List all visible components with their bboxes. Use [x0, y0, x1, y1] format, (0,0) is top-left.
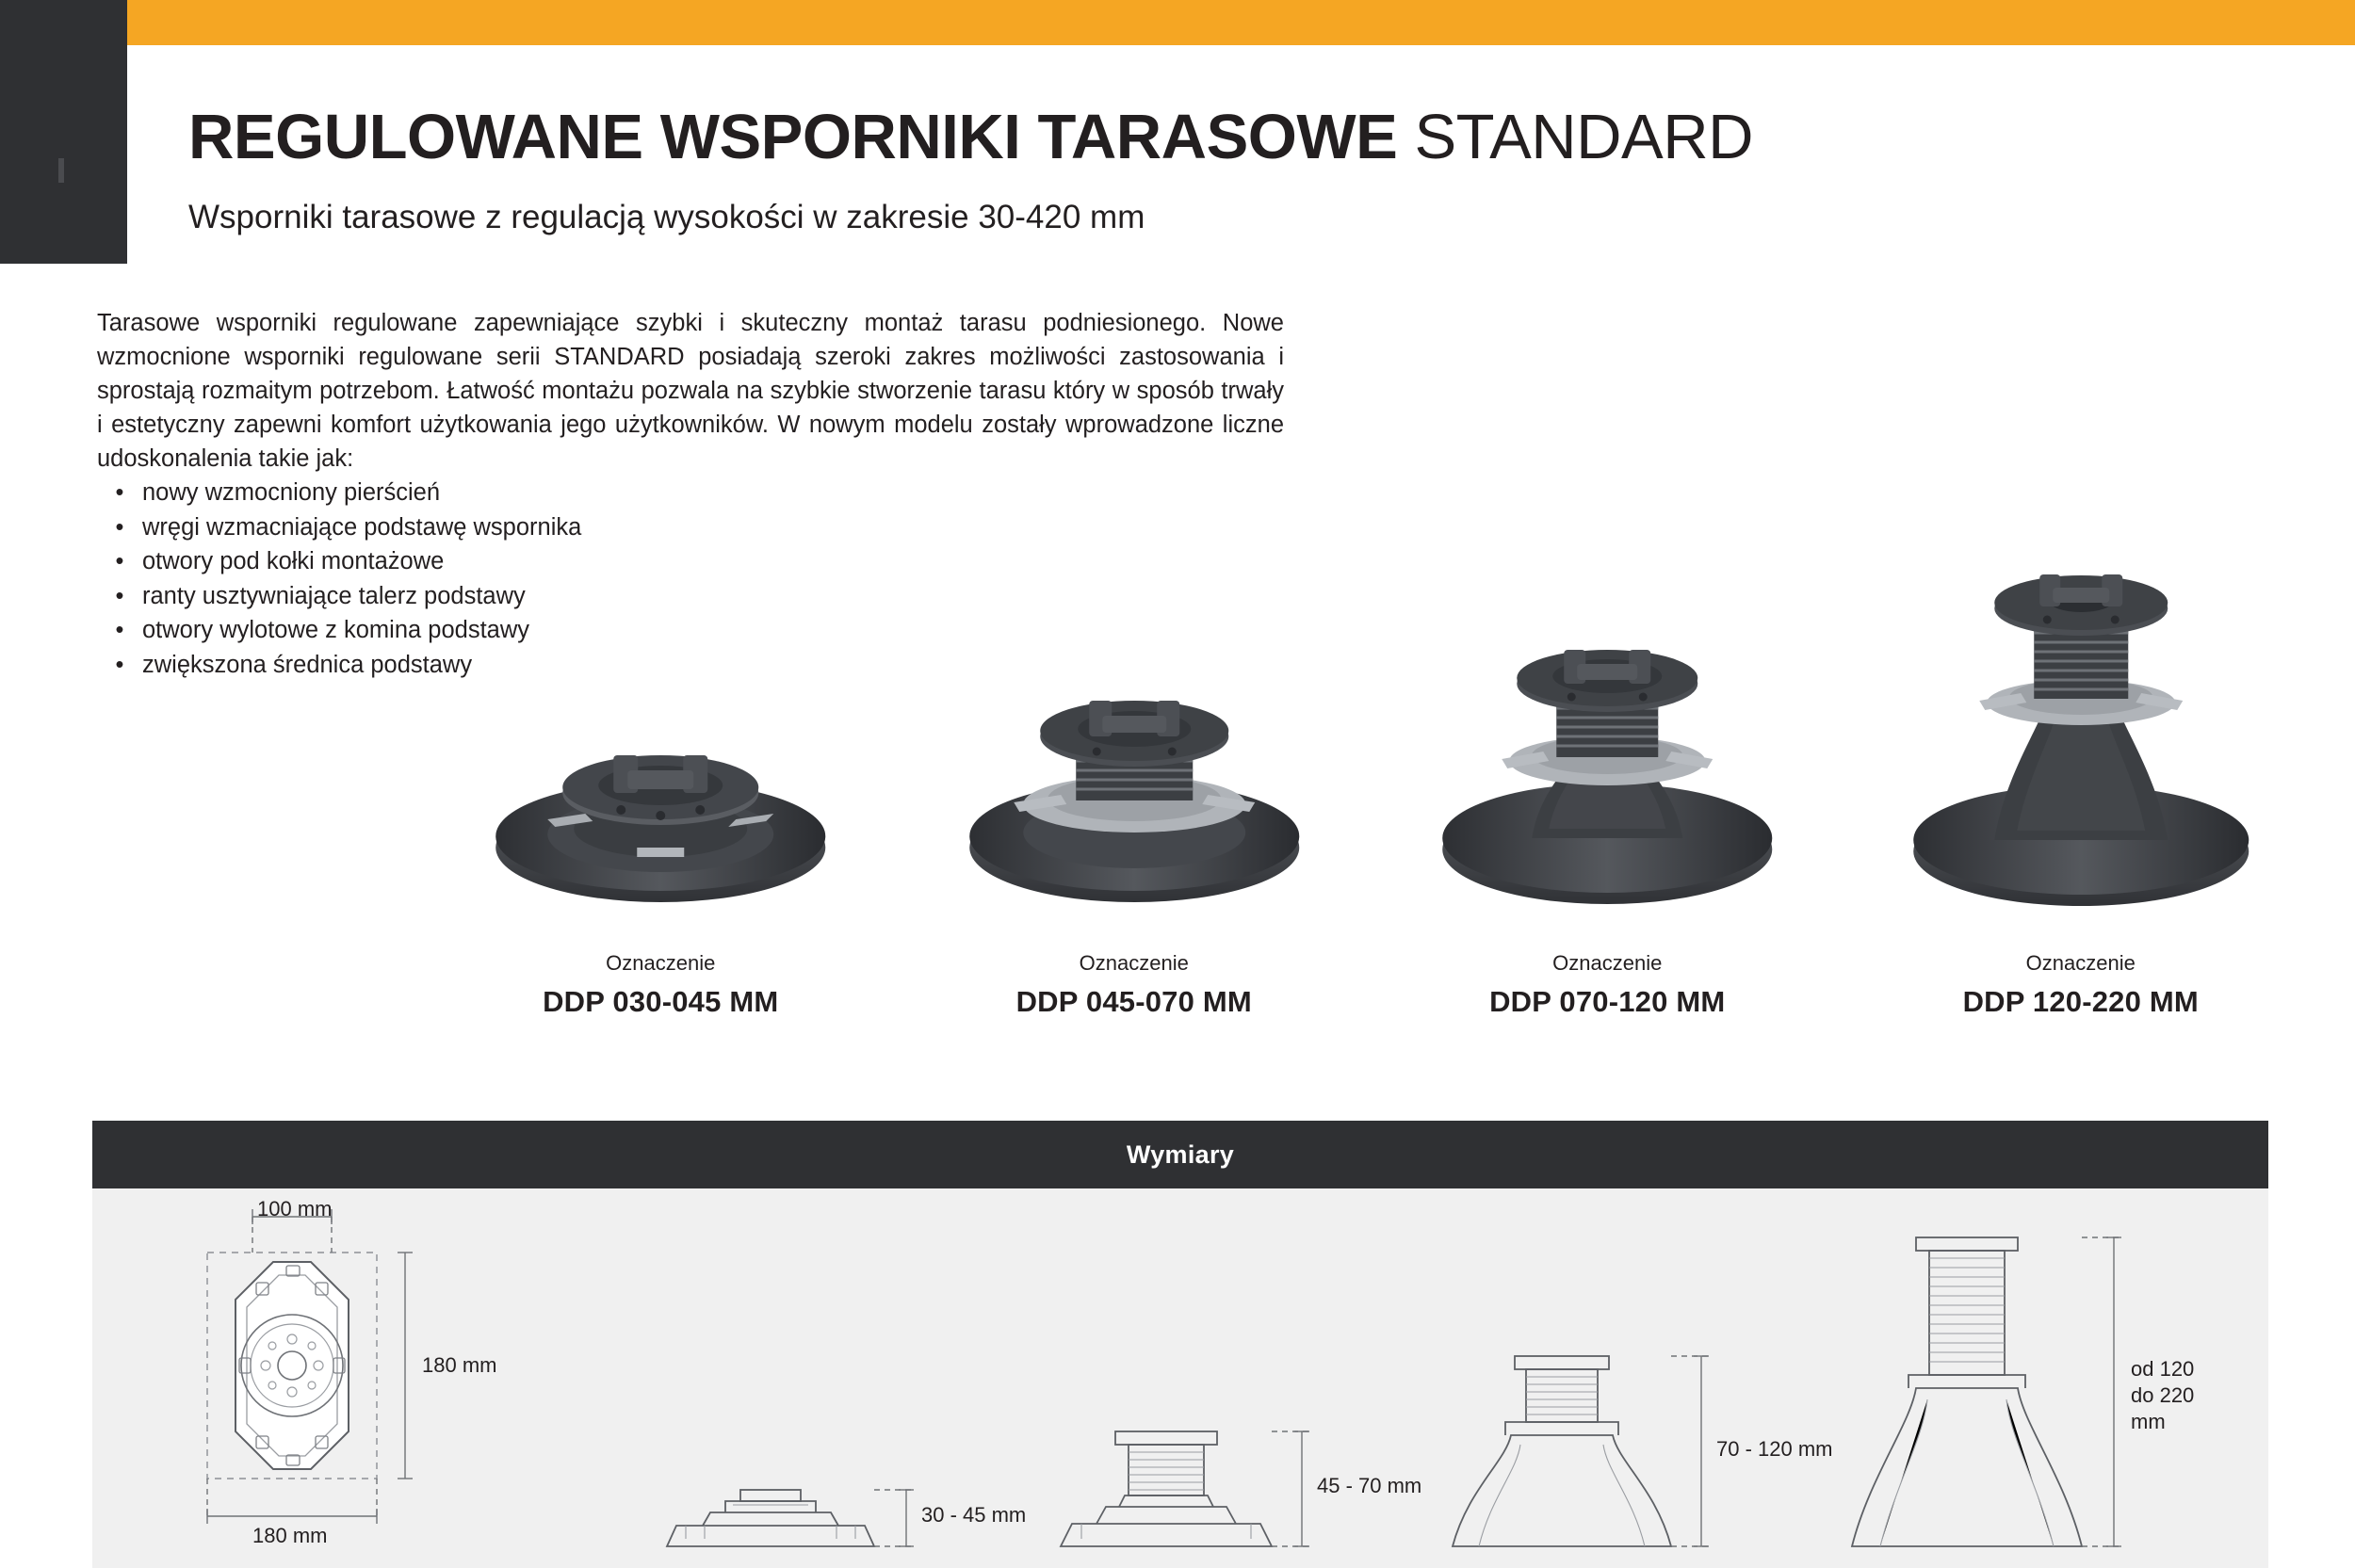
product-caption: [1844, 951, 2318, 1019]
product-label: Oznaczenie: [1552, 951, 1663, 975]
product-gallery: [424, 452, 2317, 1064]
product-card: [424, 452, 898, 1064]
product-label: Oznaczenie: [1079, 951, 1189, 975]
side-view-height-label-4: od 120 do 220 mm: [2131, 1357, 2195, 1433]
page-title: [188, 102, 2261, 173]
product-code: DDP 030-045 MM: [543, 985, 779, 1018]
intro-text: Tarasowe wsporniki regulowane zapewniające szybki i skuteczny montaż tarasu podniesionego. Nowe wzmocnione wsporniki regulowane serii STANDARD posiadają szeroki zakres możliwości zastosowania i sprostają rozmaitym potrzebom. Łatwość montażu pozwala na szybkie stworzenie tarasu który w sposób trwały i estetyczny zapewni komfort użytkowania jego użytkowników. W nowym modelu zostały wprowadzone liczne udoskonalenia takie jak:: [97, 310, 1284, 472]
list-item-label: otwory pod kołki montażowe: [142, 548, 445, 574]
product-label: Oznaczenie: [606, 951, 716, 975]
bullet-icon: •: [115, 548, 124, 574]
top-view-drawing: [149, 1188, 544, 1568]
page-title-bold: REGULOWANE WSPORNIKI TARASOWE: [188, 102, 1398, 172]
side-view-070-120: [1373, 1188, 1833, 1568]
side-view-045-070: [978, 1188, 1422, 1568]
list-item-label: wręgi wzmacniające podstawę wspornika: [142, 513, 582, 541]
intro-paragraph: [97, 306, 1284, 476]
dimensions-section: [92, 1121, 2268, 1568]
product-label: Oznaczenie: [2025, 951, 2136, 975]
top-view-bottom-label: 180 mm: [252, 1524, 328, 1547]
side-view-height-label-2: 45 - 70 mm: [1317, 1474, 1422, 1497]
page-subtitle: Wsporniki tarasowe z regulacją wysokości w zakresie 30-420 mm: [188, 199, 1145, 235]
bullet-icon: •: [115, 617, 124, 643]
top-left-dark-bar: [0, 0, 127, 45]
product-code: DDP 070-120 MM: [1489, 985, 1726, 1018]
dimensions-header: Wymiary: [92, 1121, 2268, 1188]
pedestal-photo-045-070: [898, 537, 1372, 942]
list-item-label: zwiększona średnica podstawy: [142, 651, 473, 678]
top-accent-bar: [0, 0, 2355, 45]
product-card: [1844, 452, 2318, 1064]
left-dark-block: [0, 45, 127, 264]
pedestal-photo-070-120: [1371, 537, 1844, 942]
list-item-label: nowy wzmocniony pierścień: [142, 479, 441, 506]
pedestal-photo-120-220: [1844, 537, 2318, 942]
product-card: [1371, 452, 1844, 1064]
bullet-icon: •: [115, 513, 124, 541]
bullet-icon: •: [115, 479, 124, 506]
product-card: [898, 452, 1372, 1064]
list-item-label: otwory wylotowe z komina podstawy: [142, 617, 530, 643]
page-title-light: STANDARD: [1414, 102, 1753, 172]
product-caption: [424, 951, 898, 1019]
side-view-120-220: [1778, 1188, 2212, 1568]
top-view-height-label: 180 mm: [422, 1353, 497, 1377]
bullet-icon: •: [115, 582, 124, 609]
product-caption: [1371, 951, 1844, 1019]
side-view-height-label-1: 30 - 45 mm: [921, 1503, 1027, 1527]
product-code: DDP 120-220 MM: [1962, 985, 2199, 1018]
pedestal-photo-030-045: [424, 537, 898, 942]
product-code: DDP 045-070 MM: [1015, 985, 1252, 1018]
side-view-030-045: [582, 1188, 1027, 1568]
product-caption: [898, 951, 1372, 1019]
bullet-icon: •: [115, 651, 124, 678]
page-header: [188, 102, 2261, 237]
side-view-height-label-3: 70 - 120 mm: [1716, 1437, 1833, 1461]
left-block-tick: [58, 158, 64, 183]
top-view-width-label: 100 mm: [257, 1197, 333, 1220]
dimensions-body: [92, 1188, 2268, 1568]
list-item-label: ranty usztywniające talerz podstawy: [142, 582, 526, 609]
